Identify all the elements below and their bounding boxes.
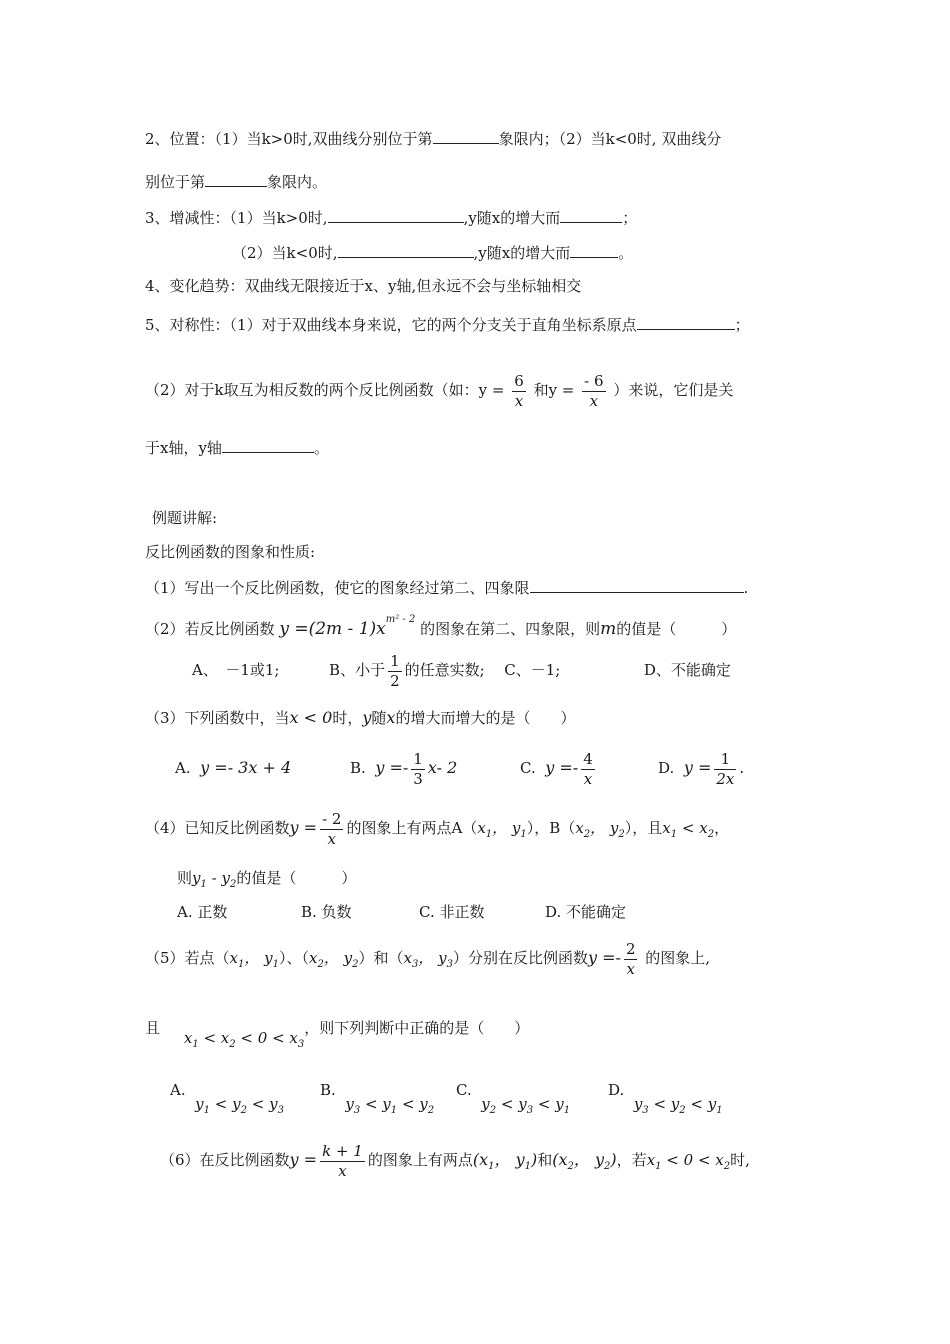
question-4: （4）已知反比例函数y = $\frac{- 2}{x}$ 的图象上有两点$A(x_1$， $y_1$），$B(x_2$， $y_2$），且$x_1 < x_2$， — [145, 809, 730, 848]
blank-quadrant-2[interactable] — [205, 170, 267, 187]
position-line-1: 2、位置：（1）当k>0时,双曲线分别位于第 象限内；（2）当k<0时, 双曲线分 — [145, 127, 721, 149]
question-4-line-2: 则$y_1 - y_2$的值是（ ） — [177, 869, 357, 890]
q4-option-a[interactable]: A. 正数 — [177, 903, 228, 921]
fraction-1-over-2: $\frac{1}{2}$ — [390, 651, 400, 690]
q2-option-b[interactable]: B、小于 $\frac{1}{2}$ 的任意实数; — [329, 651, 485, 690]
position-line-2: 别位于第 象限内。 — [145, 170, 327, 192]
fraction-neg6-over-x: $\frac{- 6}{x}$ — [584, 371, 604, 410]
trend-line: 4、变化趋势：双曲线无限接近于x、y轴,但永远不会与坐标轴相交 — [145, 277, 582, 295]
q2-option-d[interactable]: D、不能确定 — [643, 661, 731, 679]
q3-option-d[interactable]: D. y = $\frac{1}{2x}$ . — [658, 749, 745, 788]
blank-quadrant-1[interactable] — [433, 127, 499, 144]
q2-option-a[interactable]: A、 －1或1; — [192, 661, 280, 679]
blank-symmetry-2[interactable] — [222, 436, 314, 453]
q3-option-c[interactable]: C. y =- $\frac{4}{x}$ — [520, 749, 593, 788]
q5-option-d[interactable]: D. $y_3 < y_2 < y_1$ — [608, 1081, 723, 1116]
monotonic-line-1: 3、增减性：（1）当k>0时, ,y随x的增大而 ； — [145, 206, 637, 228]
question-5-line-2: 且 $x_1 < x_2 < 0 < x_3$，则下列判断中正确的是（ ） — [145, 1019, 530, 1050]
blank-symmetry-1[interactable] — [637, 313, 735, 330]
question-4-options — [177, 902, 626, 922]
example-heading: 例题讲解: — [152, 509, 218, 527]
question-1: （1）写出一个反比例函数，使它的图象经过第二、四象限 . — [145, 576, 748, 598]
question-3-options — [175, 746, 744, 790]
question-2: （2）若反比例函数 $y =(2m - 1)x^{m^2 - 2}$ 的图象在第二、四象限，则m的值是（ ） — [145, 614, 737, 639]
blank-mono-3[interactable] — [338, 241, 474, 258]
blank-mono-2[interactable] — [560, 206, 622, 223]
q2-option-c[interactable]: C、－1; — [504, 661, 561, 679]
symmetry-line-3: 于x轴，y轴 。 — [145, 436, 329, 458]
blank-mono-1[interactable] — [328, 206, 464, 223]
q5-option-b[interactable]: B. $y_3 < y_1 < y_2$ — [320, 1081, 435, 1116]
blank-mono-4[interactable] — [570, 241, 618, 258]
question-3: （3）下列函数中，当x < 0时，y随x的增大而增大的是（ ） — [145, 708, 576, 727]
q4-option-c[interactable]: C. 非正数 — [419, 903, 485, 921]
monotonic-line-2: （2）当k<0时, ,y随x的增大而 。 — [232, 241, 633, 263]
question-5: （5）若点（$x_1$， $y_1$）、（$x_2$， $y_2$）和（$x_3$， $y_3$）分别在反比例函数y =- $\frac{2}{x}$ 的图象上, — [145, 939, 711, 978]
q5-option-c[interactable]: C. $y_2 < y_3 < y_1$ — [456, 1081, 571, 1116]
symmetry-line-1: 5、对称性：（1）对于双曲线本身来说，它的两个分支关于直角坐标系原点 ； — [145, 313, 750, 335]
q5-option-a[interactable]: A. $y_1 < y_2 < y_3$ — [170, 1081, 284, 1116]
section-title: 反比例函数的图象和性质: — [145, 543, 316, 561]
question-5-options — [170, 1080, 723, 1116]
fraction-6-over-x: $\frac{6}{x}$ — [514, 371, 524, 410]
q4-option-d[interactable]: D. 不能确定 — [545, 903, 627, 921]
q4-option-b[interactable]: B. 负数 — [301, 903, 352, 921]
q3-option-a[interactable]: A. y =- 3x + 4 — [175, 758, 292, 777]
blank-q1[interactable] — [530, 576, 744, 593]
question-6: （6）在反比例函数y = $\frac{k + 1}{x}$ 的图象上有两点($x_1$， $y_1$)和($x_2$， $y_2$)，若$x_1 < 0 < x_2$时, — [160, 1141, 750, 1180]
q3-option-b[interactable]: B. y =- $\frac{1}{3}$ x- 2 — [350, 749, 458, 788]
question-2-options — [192, 648, 731, 692]
symmetry-line-2: （2）对于k取互为相反数的两个反比例函数（如：y = $\frac{6}{x}$ 和y = $\frac{- 6}{x}$ ）来说，它们是关 — [145, 371, 734, 410]
